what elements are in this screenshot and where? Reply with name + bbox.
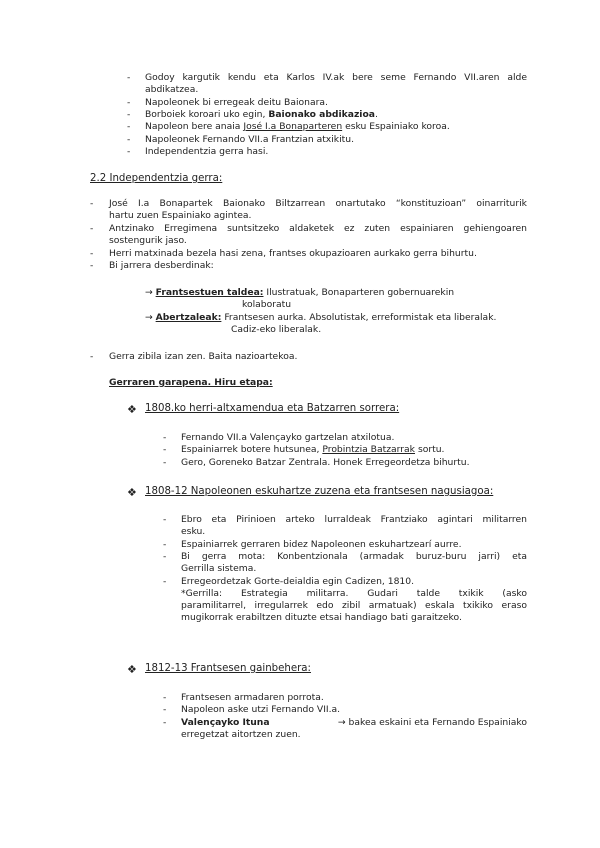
bullet-dash: - [127, 72, 131, 83]
stage-heading: 1808.ko herri-altxamendua eta Batzarren sorrera: [145, 403, 400, 414]
bullet-dash: - [163, 432, 167, 443]
section-heading: 2.2 Independentzia gerra: [90, 173, 223, 184]
bullet-dash: - [163, 704, 167, 715]
stage-item: Fernando VII.a Valençayko gartzelan atxilotua. [181, 432, 395, 443]
bullet-dash: - [90, 248, 94, 259]
diamond-bullet-icon: ❖ [127, 663, 137, 676]
bullet-dash: - [127, 97, 131, 108]
paragraph-item: Bi jarrera desberdinak: [109, 260, 214, 271]
stage-heading: 1812-13 Frantsesen gainbehera: [145, 663, 311, 674]
bullet-dash: - [163, 514, 167, 525]
arrow-item-cont: kolaboratu [242, 299, 292, 310]
note-line: *Gerrilla: Estrategia militarra. Gudari talde txikik (asko [181, 588, 527, 599]
stage-item: Espainiarrek gerraren bidez Napoleonen eskuhartzearí aurre. [181, 539, 462, 550]
group-label: Abertzaleak: [155, 312, 222, 323]
list-item: Independentzia gerra hasi. [145, 146, 269, 157]
subsection-heading: Gerraren garapena. Hiru etapa: [109, 377, 273, 388]
underlined-term: Probintzia Batzarrak [322, 444, 416, 455]
stage-item-cont: Gerrilla sistema. [181, 563, 257, 574]
note-line: mugikorrak erabiltzen dituzte etsai handiago bati garaitzeko. [181, 612, 462, 623]
stage-item-cont: esku. [181, 526, 206, 537]
paragraph-item: Antzinako Erregimena suntsitzeko aldaketek ez zuten espainiaren gehiengoaren [109, 223, 527, 234]
stage-item: Gero, Goreneko Batzar Zentrala. Honek Erregeordetza bihurtu. [181, 457, 470, 468]
note-line: paramilitarrel, irregularrek edo zibil armatuak) eskala txikiko eraso [181, 600, 527, 611]
arrow-item-cont: Cadiz-eko liberalak. [231, 324, 322, 335]
stage-item: Espainiarrek botere hutsunea, Probintzia Batzarrak sortu. [181, 444, 445, 455]
arrow-icon: → [145, 312, 153, 323]
list-item: Napoleonek bi erregeak deitu Baionara. [145, 97, 328, 108]
bullet-dash: - [163, 551, 167, 562]
arrow-item: → Abertzaleak: Frantsesen aurka. Absolutistak, erreformistak eta liberalak. [145, 312, 497, 323]
stage-item: Napoleon aske utzi Fernando VII.a. [181, 704, 341, 715]
paragraph-item: Gerra zibila izan zen. Baita nazioartekoa. [109, 351, 298, 362]
paragraph-item: José I.a Bonapartek Baionako Biltzarrean onartutako “konstituzioan” oinarriturik [109, 198, 527, 209]
bullet-dash: - [163, 717, 167, 728]
bold-term: Baionako abdikazioa [268, 109, 375, 120]
diamond-bullet-icon: ❖ [127, 486, 137, 499]
stage-item: Bi gerra mota: Konbentzionala (armadak buruz-buru jarri) eta [181, 551, 527, 562]
bullet-dash: - [163, 457, 167, 468]
list-item: Godoy kargutik kendu eta Karlos IV.ak bere seme Fernando VII.aren alde [145, 72, 527, 83]
bullet-dash: - [163, 444, 167, 455]
bullet-dash: - [127, 121, 131, 132]
stage-item: Frantsesen armadaren porrota. [181, 692, 324, 703]
list-item: Napoleonek Fernando VII.a Frantzian atxikitu. [145, 134, 355, 145]
bullet-dash: - [163, 539, 167, 550]
bullet-dash: - [127, 146, 131, 157]
list-item: Napoleon bere anaia José I.a Bonaparteren esku Espainiako koroa. [145, 121, 450, 132]
bullet-dash: - [90, 351, 94, 362]
bullet-dash: - [90, 198, 94, 209]
bold-term: Valençayko Ituna [181, 717, 270, 728]
bullet-dash: - [90, 260, 94, 271]
arrow-icon: → [145, 287, 153, 298]
bullet-dash: - [163, 692, 167, 703]
stage-item: Valençayko Ituna → bakea eskaini eta Fernando Espainiako [181, 717, 527, 728]
arrow-item: → Frantsestuen taldea: Ilustratuak, Bonaparteren gobernuarekin [145, 287, 455, 298]
bullet-dash: - [90, 223, 94, 234]
stage-heading: 1808-12 Napoleonen eskuhartze zuzena eta frantsesen nagusiagoa: [145, 486, 494, 497]
bullet-dash: - [127, 109, 131, 120]
stage-item: Erregeordetzak Gorte-deialdia egin Cadizen, 1810. [181, 576, 415, 587]
paragraph-item-cont: hartu zuen Espainiako agintea. [109, 210, 252, 221]
bullet-dash: - [127, 134, 131, 145]
underlined-term: José I.a Bonaparteren [243, 121, 343, 132]
stage-item: Ebro eta Pirinioen arteko lurraldeak Frantziako agintari militarren [181, 514, 527, 525]
list-item-cont: abdikatzea. [145, 84, 199, 95]
stage-item-cont: erregetzat aitortzen zuen. [181, 729, 301, 740]
group-label: Frantsestuen taldea: [155, 287, 264, 298]
paragraph-item-cont: sostengurik jaso. [109, 235, 187, 246]
paragraph-item: Herri matxinada bezela hasi zena, frantses okupazioaren aurkako gerra bihurtu. [109, 248, 477, 259]
diamond-bullet-icon: ❖ [127, 403, 137, 416]
bullet-dash: - [163, 576, 167, 587]
list-item: Borboiek koroari uko egin, Baionako abdikazioa. [145, 109, 378, 120]
